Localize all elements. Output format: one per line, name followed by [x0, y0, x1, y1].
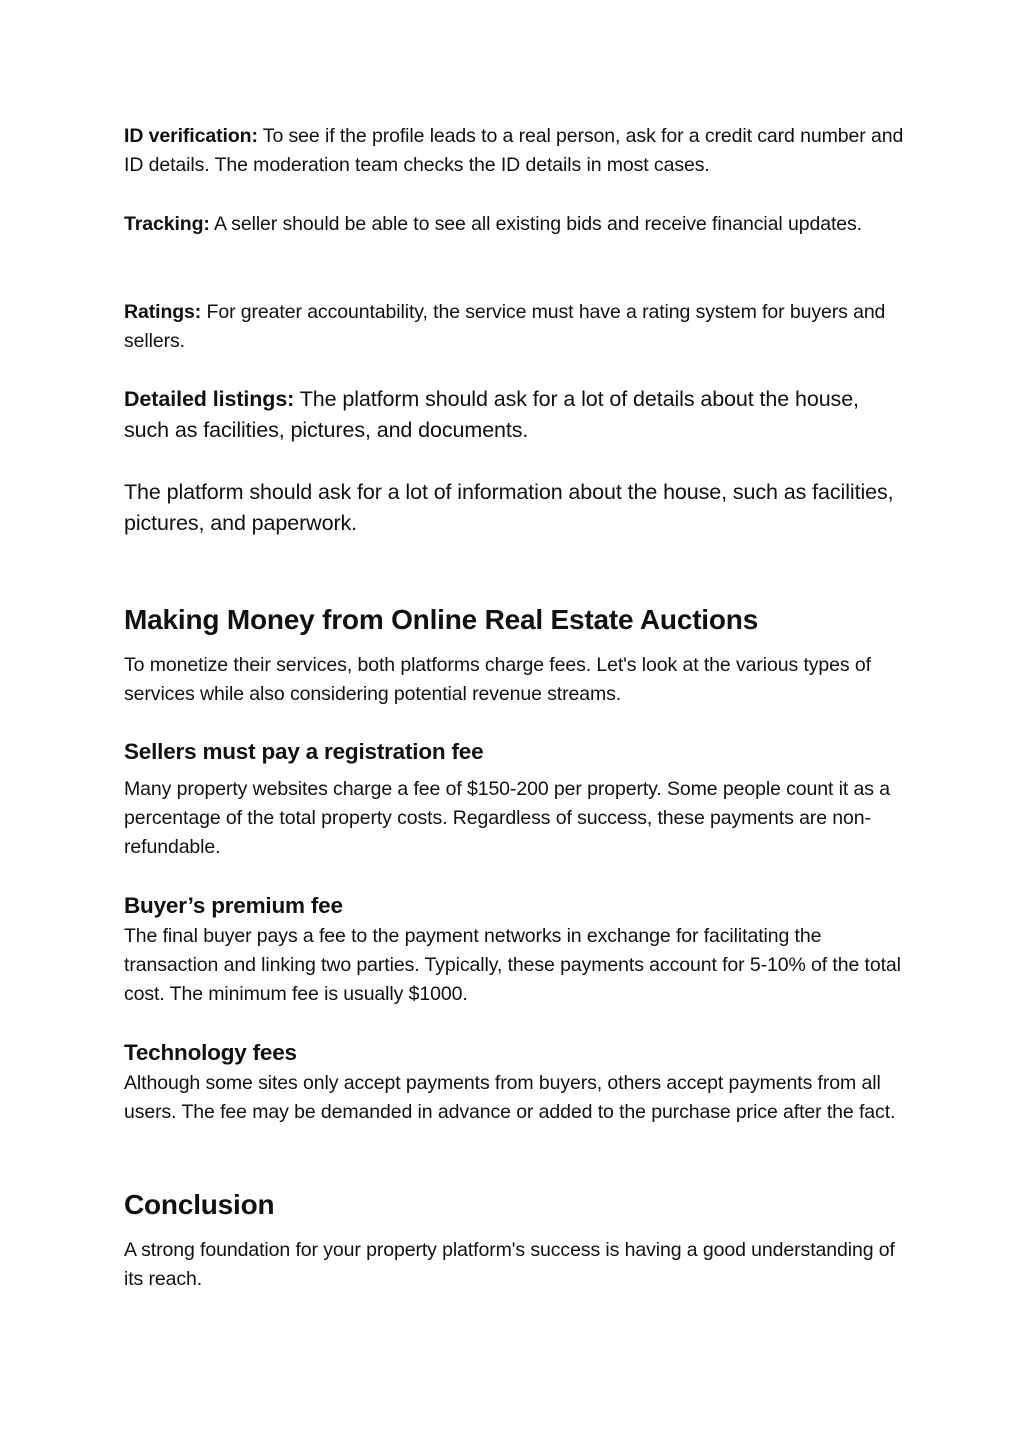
extra-paragraph: The platform should ask for a lot of information about the house, such as facilities, pictures, and paperwork.	[124, 480, 894, 535]
feature-term: Detailed listings:	[124, 387, 295, 411]
section-heading-buyers-premium: Buyer’s premium fee	[124, 893, 343, 918]
feature-term: ID verification:	[124, 125, 258, 147]
monetization-heading: Making Money from Online Real Estate Auctions	[124, 604, 759, 635]
conclusion-heading: Conclusion	[124, 1189, 275, 1220]
feature-text: A seller should be able to see all existing bids and receive financial updates.	[209, 213, 862, 235]
section-body-technology-fees: Although some sites only accept payments from buyers, others accept payments from all users. The fee may be demanded in advance or added to the purchase price after the fact.	[124, 1072, 896, 1123]
section-heading-registration-fee: Sellers must pay a registration fee	[124, 739, 484, 764]
section-body-registration-fee: Many property websites charge a fee of $150-200 per property. Some people count it as a percentage of the total property costs. Regardless of success, these payments are non-refundable.	[124, 778, 890, 858]
feature-tracking	[124, 210, 904, 239]
feature-id-verification	[124, 122, 904, 180]
section-body-buyers-premium: The final buyer pays a fee to the payment networks in exchange for facilitating the transaction and linking two parties. Typically, these payments account for 5-10% of the total cost. The minimum fee is usually $1000.	[124, 925, 901, 1005]
feature-detailed-listings	[124, 384, 904, 446]
conclusion-body: A strong foundation for your property platform's success is having a good understanding of its reach.	[124, 1239, 895, 1290]
feature-term: Ratings:	[124, 301, 202, 323]
feature-text: To see if the profile leads to a real person, ask for a credit card number and ID details. The moderation team checks the ID details in most cases.	[124, 125, 904, 176]
feature-term: Tracking:	[124, 213, 210, 235]
monetization-intro: To monetize their services, both platforms charge fees. Let's look at the various types of services while also considering potential revenue streams.	[124, 654, 871, 705]
feature-text: For greater accountability, the service must have a rating system for buyers and sellers.	[124, 301, 886, 352]
feature-ratings	[124, 298, 904, 356]
feature-text: The platform should ask for a lot of details about the house, such as facilities, pictures, and documents.	[124, 387, 859, 442]
section-heading-technology-fees: Technology fees	[124, 1040, 297, 1065]
